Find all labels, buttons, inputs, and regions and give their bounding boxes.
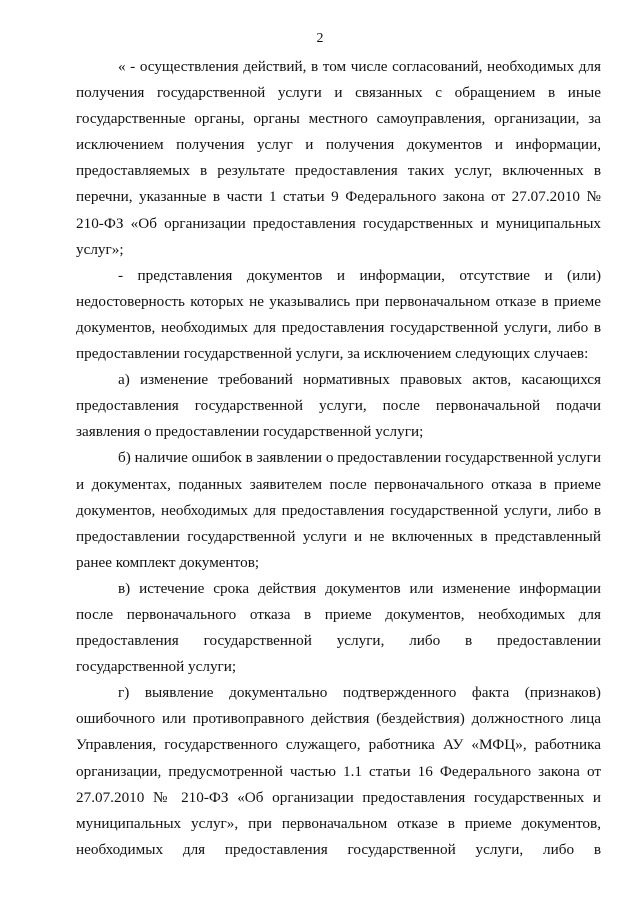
paragraph-item-g: г) выявление документально подтвержденного факта (признаков) ошибочного или противоправного действия (бездействия) должностного лица Управления, государственного служащего, работника АУ «МФЦ», работника организации, предусмотренной частью 1.1 статьи 16 Федерального закона от 27.07.2010 № 210-ФЗ «Об организации предоставления государственных и муниципальных услуг», при первоначальном отказе в приеме документов, необходимых для предоставления государственной услуги, либо в	[76, 684, 601, 858]
paragraph-documents-not-specified: - представления документов и информации, отсутствие и (или) недостоверность которых не указывались при первоначальном отказе в приеме документов, необходимых для предоставления государственной услуги, либо в предоставлении государственной услуги, за исключением следующих случаев:	[76, 266, 601, 363]
paragraph-item-a: а) изменение требований нормативных правовых актов, касающихся предоставления государственной услуги, после первоначальной подачи заявления о предоставлении государственной услуги;	[76, 371, 601, 441]
paragraph-action-exceptions: « - осуществления действий, в том числе согласований, необходимых для получения государственной услуги и связанных с обращением в иные государственные органы, органы местного самоуправления, организации, за исключением получения услуг и получения документов и информации, предоставляемых в результате предоставления таких услуг, включенных в перечни, указанные в части 1 статьи 9 Федерального закона от 27.07.2010 № 210-ФЗ «Об организации предоставления государственных и муниципальных услуг»;	[76, 58, 601, 258]
paragraph-item-b: б) наличие ошибок в заявлении о предоставлении государственной услуги и документах, поданных заявителем после первоначального отказа в приеме документов, необходимых для предоставления государственной услуги, либо в предоставлении государственной услуги и не включенных в представленный ранее комплект документов;	[76, 449, 601, 571]
document-body	[76, 54, 601, 863]
page-number: 2	[316, 31, 324, 46]
paragraph-item-v: в) истечение срока действия документов или изменение информации после первоначального отказа в приеме документов, необходимых для предоставления государственной услуги, либо в предоставлении государственной услуги;	[76, 579, 601, 676]
